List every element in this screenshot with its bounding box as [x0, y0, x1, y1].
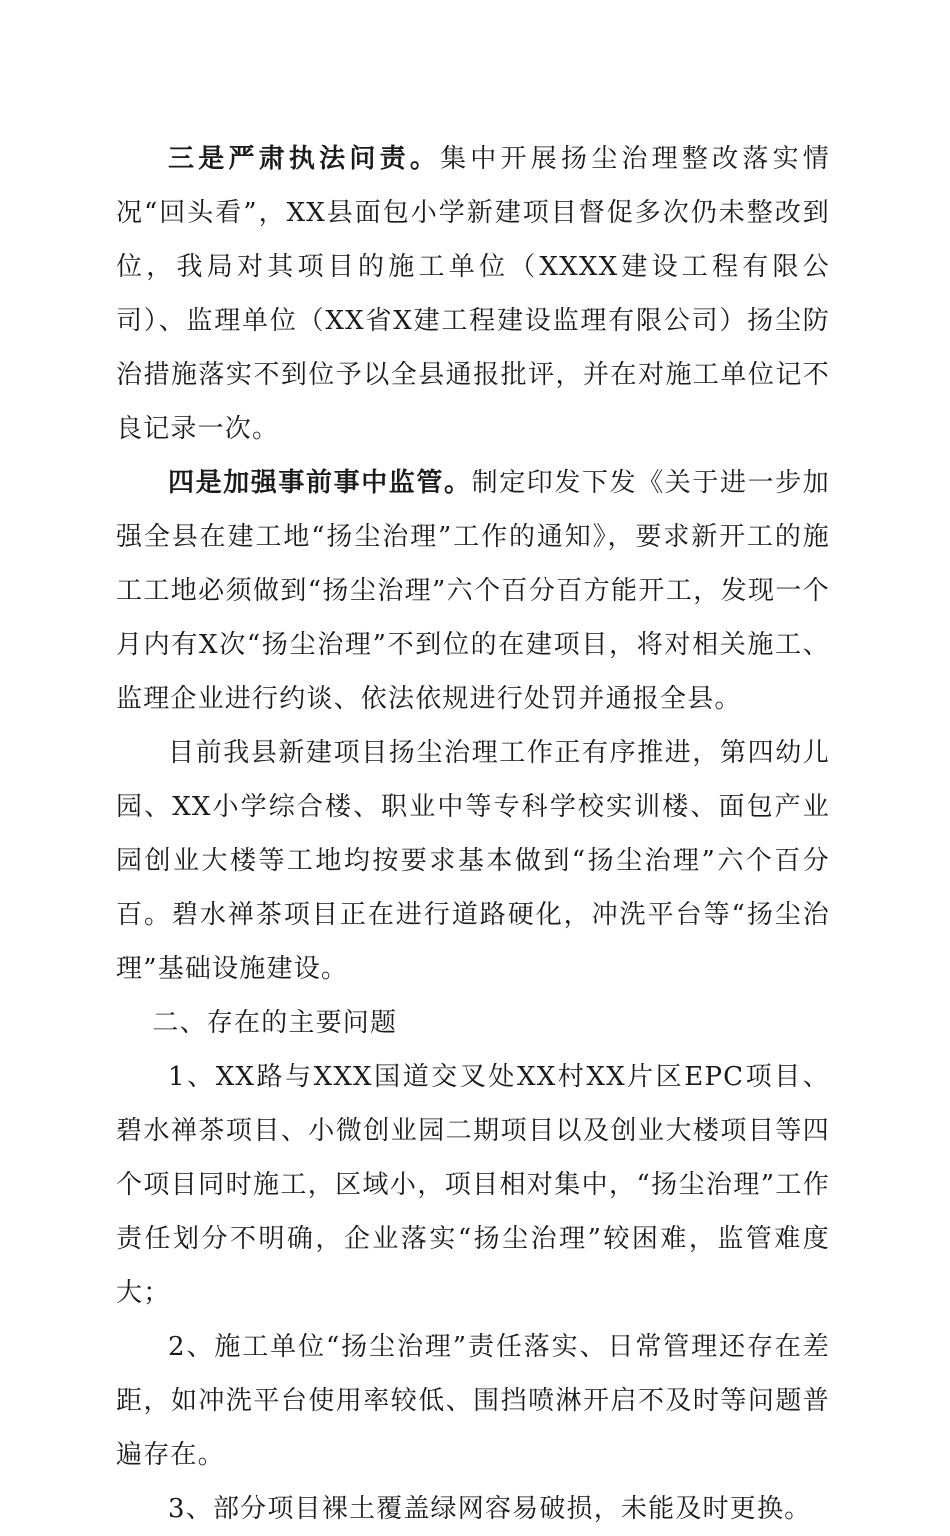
- paragraph-body: 集中开展扬尘治理整改落实情况“回头看”，XX县面包小学新建项目督促多次仍未整改到位，我局对其项目的施工单位（XXXX建设工程有限公司）、监理单位（XX省X建工程建设监理有限公司）扬尘防治措施落实不到位予以全县通报批评，并在对施工单位记不良记录一次。: [116, 144, 830, 444]
- paragraph-body: 目前我县新建项目扬尘治理工作正有序推进，第四幼儿园、XX小学综合楼、职业中等专科学校实训楼、面包产业园创业大楼等工地均按要求基本做到“扬尘治理”六个百分百。碧水禅茶项目正在进行道路硬化，冲洗平台等“扬尘治理”基础设施建设。: [116, 738, 830, 984]
- issue-item: 2、施工单位“扬尘治理”责任落实、日常管理还存在差距，如冲洗平台使用率较低、围挡喷淋开启不及时等问题普遍存在。: [116, 1332, 830, 1470]
- section-heading-main-problems: 二、存在的主要问题: [152, 1008, 398, 1038]
- issue-item: 1、XX路与XXX国道交叉处XX村XX片区EPC项目、碧水禅茶项目、小微创业园二期项目以及创业大楼项目等四个项目同时施工，区域小，项目相对集中，“扬尘治理”工作责任划分不明确，企业落实“扬尘治理”较困难，监管难度大；: [116, 1062, 830, 1308]
- document-body: [116, 132, 830, 1536]
- paragraph-lead: 四是加强事前事中监管。: [168, 468, 472, 498]
- paragraph-prior-supervision: [116, 456, 830, 726]
- paragraph-lead: 三是严肃执法问责。: [168, 144, 441, 174]
- paragraph-body: 制定印发下发《关于进一步加强全县在建工地“扬尘治理”工作的通知》，要求新开工的施工工地必须做到“扬尘治理”六个百分百方能开工，发现一个月内有X次“扬尘治理”不到位的在建项目，将对相关施工、监理企业进行约谈、依法依规进行处罚并通报全县。: [116, 468, 831, 714]
- paragraph-strict-enforcement: [116, 132, 830, 456]
- paragraph-current-progress: [116, 726, 830, 996]
- issue-item: 3、部分项目裸土覆盖绿网容易破损，未能及时更换。: [168, 1494, 812, 1524]
